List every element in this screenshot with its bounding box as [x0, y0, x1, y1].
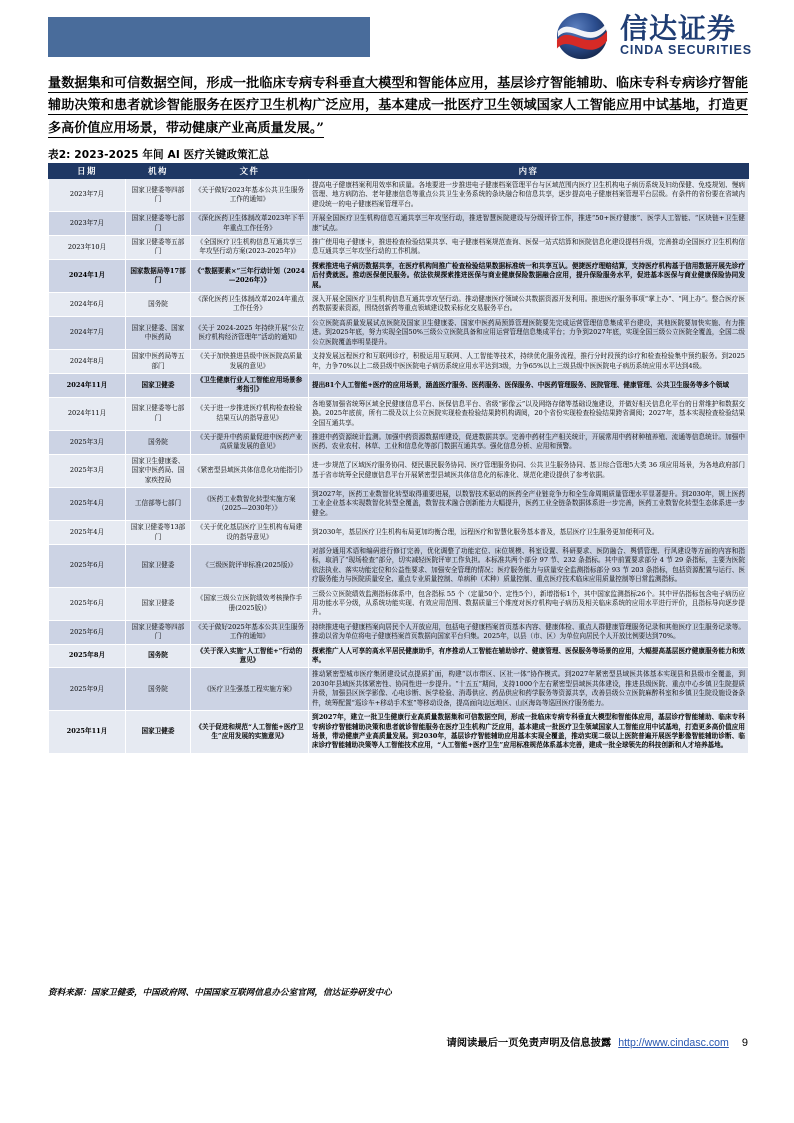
cell-document: 《国家三级公立医院绩效考核操作手册(2025版)》 — [191, 587, 309, 620]
cell-document: 《关于优化基层医疗卫生机构布局建设的指导意见》 — [191, 521, 309, 545]
table-row — [49, 521, 749, 545]
cell-content: 推动紧密型城市医疗集团建设试点提质扩面，构建“以市带区、区社一体”协作模式。到2027年紧密型县域医共体基本实现县和县级市全覆盖，到2030年县域医共体紧密性、协同性进一步提升。“十五五”期间，支持1000个左右紧密型县域医共体建设，推进县级医院、重点中心乡镇卫生院提质升级，加强县区医学影像、心电诊断、医学检验、消毒供应、药品供应和药学服务等资源共享，改善县级公立医院麻醉科室和乡镇卫生院设施设备条件，统筹配置“巡诊车+移动手术室”等移动设备，提高面向边远地区、山区海岛等巡回医疗服务能力。 — [309, 668, 749, 711]
cell-organization: 国家卫健委、国家中医药局 — [126, 316, 191, 349]
table-row — [49, 545, 749, 588]
cell-document: 《关于做好2023年基本公共卫生服务工作的通知》 — [191, 179, 309, 212]
cell-date: 2023年7月 — [49, 212, 126, 236]
footer-website-link[interactable]: http://www.cindasc.com — [618, 1037, 729, 1049]
table-header-row — [49, 164, 749, 179]
cell-organization: 国家卫健委等四部门 — [126, 179, 191, 212]
cell-organization: 国家中医药局等五部门 — [126, 350, 191, 374]
cell-document: 《关于进一步推进医疗机构检查检验结果互认的指导意见》 — [191, 397, 309, 430]
cinda-logo — [553, 10, 752, 62]
cell-content: 提高电子健康档案利用效率和质量。各地要进一步推进电子健康档案管理平台与区域范围内医疗卫生机构电子病历系统及妇幼保健、免疫规划、慢病管理、地方病防治、老年健康信息等重点公共卫生业务系统的条块融合和信息共享，逐步提高电子健康档案管理平台层级。有条件的省份要在省域内建设统一的电子健康档案管理平台。 — [309, 179, 749, 212]
footer-disclaimer: 请阅读最后一页免责声明及信息披露 — [446, 1037, 612, 1049]
table-body — [49, 179, 749, 754]
cell-content: 深入开展全国医疗卫生机构信息互通共享攻坚行动。推动健康医疗领域公共数据资源开发利用。推进医疗服务事项“掌上办”、“网上办”。整合医疗医药数据要素资源，围绕创新药等重点领域建设数采标化交易服务平台。 — [309, 293, 749, 317]
intro-paragraph — [48, 73, 748, 140]
cell-organization: 国家卫健委 — [126, 373, 191, 397]
cell-organization: 国务院 — [126, 668, 191, 711]
page-number: 9 — [741, 1037, 748, 1049]
cell-document: 《医药工业数智化转型实施方案（2025—2030年）》 — [191, 487, 309, 520]
page-header — [0, 0, 794, 72]
column-header-content: 内容 — [309, 164, 749, 179]
table-row — [49, 668, 749, 711]
cell-organization: 国务院 — [126, 644, 191, 668]
cell-content: 推进中药资源统计监测。加强中药资源数据库建设，促进数据共享。完善中药材生产相关统计，开展常用中药材种植养殖、流通等信息统计。加强中医药、农业农村、林草、工业和信息化等部门数据互通共享。强化信息分析、应用和预警。 — [309, 430, 749, 454]
table-row — [49, 454, 749, 487]
logo-text-block — [620, 14, 752, 58]
cell-document: 《“数据要素×”三年行动计划（2024—2026年）》 — [191, 259, 309, 292]
logo-english-name: CINDA SECURITIES — [619, 43, 752, 58]
cell-content: 开展全国医疗卫生机构信息互通共享三年攻坚行动，推进智慧医院建设与分级评价工作，推进“50+医疗健康”、医学人工智能、“区块链+卫生健康”试点。 — [309, 212, 749, 236]
cell-organization: 国家卫生健康委、国家中医药局、国家疾控局 — [126, 454, 191, 487]
cell-content: 支持发展远程医疗和互联网诊疗，积极运用互联网、人工智能等技术，持续优化服务流程，推行分时段预约诊疗和检查检验集中预约服务。到2025年，力争70%以上二级县级中医医院电子病历系统应用水平达到3级，力争65%以上三级县级中医医院电子病历系统应用水平达到4级。 — [309, 350, 749, 374]
page-footer — [0, 1034, 794, 1056]
cell-document: 《关于深入实施“人工智能+”行动的意见》 — [191, 644, 309, 668]
cell-date: 2025年6月 — [49, 587, 126, 620]
cell-document: 《医疗卫生强基工程实施方案》 — [191, 668, 309, 711]
cell-organization: 国家卫健委等五部门 — [126, 236, 191, 260]
table-row — [49, 236, 749, 260]
cell-document: 《关于加快推进县级中医医院高质量发展的意见》 — [191, 350, 309, 374]
table-row — [49, 587, 749, 620]
cell-content: 进一步规范了区域医疗服务协同、便民惠民服务协同、医疗管理服务协同、公共卫生服务协同、基卫综合管理5大类 36 项应用场景，为各地政府部门基于省市统筹全民健康信息平台开展紧密型县域医共体信息化的标准化、规范化建设提供了参考依据。 — [309, 454, 749, 487]
cell-document: 《深化医药卫生体制改革2024年重点工作任务》 — [191, 293, 309, 317]
table-row — [49, 430, 749, 454]
cell-date: 2025年3月 — [49, 454, 126, 487]
cell-content: 推广使用电子健康卡，推进检查检验结果共享、电子健康档案规范查询、医保一站式结算和医院信息化建设提档升级，完善推动全国医疗卫生机构信息互通共享三年攻坚行动的工作机制。 — [309, 236, 749, 260]
table-row — [49, 293, 749, 317]
header-blue-bar — [48, 17, 370, 57]
cell-document: 《关于提升中药质量促进中医药产业高质量发展的意见》 — [191, 430, 309, 454]
cell-date: 2024年7月 — [49, 316, 126, 349]
cell-document: 《关于促进和规范“人工智能+医疗卫生”应用发展的实施意见》 — [191, 711, 309, 754]
cell-organization: 国家卫健委等七部门 — [126, 212, 191, 236]
cell-content: 三级公立医院绩效监测指标体系中，包含指标 55 个（定量50个、定性5个），新增指标1个，其中国家监测指标26个。其中评估指标包含电子病历应用功能水平分级，从系统功能实现、有效应用范围、数据质量三个维度对医疗机构电子病历及相关临床系统的应用水平进行评价，且指标导向逐步提升。 — [309, 587, 749, 620]
column-header-doc: 文件 — [191, 164, 309, 179]
table-caption: 表2: 2023-2025 年间 AI 医疗关键政策汇总 — [48, 149, 270, 161]
cell-date: 2024年11月 — [49, 397, 126, 430]
cell-date: 2025年4月 — [49, 487, 126, 520]
cell-content: 探索推进电子病历数据共享，在医疗机构间推广检查检验结果数据标准统一和共享互认。便捷医疗理赔结算，支持医疗机构基于信用数据开展先诊疗后付费就医。推动医保便民服务。依法依规探索推进医保与商业健康保险数据融合应用，提升保险服务水平，促进基本医保与商业健康保险协同发展。 — [309, 259, 749, 292]
table-row — [49, 179, 749, 212]
cell-date: 2023年10月 — [49, 236, 126, 260]
cell-organization: 国家卫健委等四部门 — [126, 620, 191, 644]
cell-date: 2025年6月 — [49, 620, 126, 644]
cell-date: 2025年4月 — [49, 521, 126, 545]
cell-organization: 国务院 — [126, 293, 191, 317]
cell-content: 持续推进电子健康档案向居民个人开放应用，包括电子健康档案首页基本内容、健康体检、重点人群健康管理服务记录和其他医疗卫生服务记录等。推动以省为单位将电子健康档案首页数据向国家平台归集。2025年，以县（市、区）为单位向居民个人开放比例要达到70%。 — [309, 620, 749, 644]
table-row — [49, 644, 749, 668]
cell-date: 2025年8月 — [49, 644, 126, 668]
table-row — [49, 373, 749, 397]
cell-document: 《三级医院评审标准(2025版)》 — [191, 545, 309, 588]
logo-chinese-name: 信达证券 — [619, 12, 736, 44]
intro-text: 量数据集和可信数据空间，形成一批临床专病专科垂直大模型和智能体应用，基层诊疗智能辅助、临床专科专病诊疗智能辅助决策和患者就诊智能服务在医疗卫生机构广泛应用，基本建成一批医疗卫生领域国家人工智能应用中试基地，打造更多高价值应用场景，带动健康产业高质量发展。” — [48, 76, 748, 136]
cell-date: 2023年7月 — [49, 179, 126, 212]
cell-organization: 国家卫健委 — [126, 587, 191, 620]
table-row — [49, 397, 749, 430]
cell-organization: 国家数据局等17部门 — [126, 259, 191, 292]
cell-date: 2025年6月 — [49, 545, 126, 588]
source-note: 资料来源：国家卫健委，中国政府网、中国国家互联网信息办公室官网，信达证券研发中心 — [48, 988, 392, 998]
cell-date: 2024年8月 — [49, 350, 126, 374]
cell-document: 《全国医疗卫生机构信息互通共享三年攻坚行动方案(2023-2025年)》 — [191, 236, 309, 260]
column-header-org: 机构 — [126, 164, 191, 179]
cell-date: 2025年9月 — [49, 668, 126, 711]
cell-organization: 工信部等七部门 — [126, 487, 191, 520]
table-row — [49, 212, 749, 236]
cell-document: 《关于 2024-2025 年持续开展“公立医疗机构经济管理年”活动的通知》 — [191, 316, 309, 349]
cell-document: 《关于做好2025年基本公共卫生服务工作的通知》 — [191, 620, 309, 644]
cell-date: 2024年6月 — [49, 293, 126, 317]
cell-document: 《紧密型县域医共体信息化功能指引》 — [191, 454, 309, 487]
cell-document: 《深化医药卫生体制改革2023年下半年重点工作任务》 — [191, 212, 309, 236]
cell-date: 2025年11月 — [49, 711, 126, 754]
cinda-logo-mark — [553, 10, 611, 62]
cell-organization: 国家卫健委等七部门 — [126, 397, 191, 430]
cell-organization: 国家卫健委等13部门 — [126, 521, 191, 545]
cell-date: 2024年11月 — [49, 373, 126, 397]
cell-date: 2025年3月 — [49, 430, 126, 454]
cell-content: 对部分通用术语和编码进行修订完善，优化调整了功能定位、床位规模、科室设置、科研要求、医防融合、舆情管理、行风建设等方面的内容和指标，取消了“现场检查”部分，切实减轻医院评审工作负担。本标准共两个部分 97 节、232 条指标。其中前置要求部分 4 节 29 条指标，主要为医院依法执业、落实功能定位和公益性要求、加强安全管理的情况；医疗服务能力与质量安全监测指标部分 93 节 203 条指标，包括资源配置与运行、医疗服务能力与医院质量安全、重点专业质量控制、单病种（术种）质量控制、重点医疗技术临床应用质量控制等日常监测指标。 — [309, 545, 749, 588]
cell-organization: 国务院 — [126, 430, 191, 454]
column-header-date: 日期 — [49, 164, 126, 179]
table-row — [49, 620, 749, 644]
cell-organization: 国家卫健委 — [126, 545, 191, 588]
cell-content: 探索推广人人可享的高水平居民健康助手，有序推动人工智能在辅助诊疗、健康管理、医保服务等场景的应用，大幅提高基层医疗健康服务能力和效率。 — [309, 644, 749, 668]
policy-summary-table — [48, 163, 749, 754]
table-row — [49, 711, 749, 754]
cell-document: 《卫生健康行业人工智能应用场景参考指引》 — [191, 373, 309, 397]
table-row — [49, 350, 749, 374]
table-row — [49, 487, 749, 520]
cell-content: 公立医院高质量发展试点医院及国家卫生健康委、国家中医药局预算管理医院要先完成运营管理信息集成平台建设，其他医院要加快实施、有力推进。到2025年底，努力实现全国50%三级公立医院具备和应用运营管理信息集成平台；力争到2027年底，实现全国三级公立医院全覆盖，全国二级公立医院覆盖率明显提升。 — [309, 316, 749, 349]
cell-content: 提出81个人工智能+医疗的应用场景，涵盖医疗服务、医药服务、医保服务、中医药管理服务、医院管理、健康管理、公共卫生服务等多个领域 — [309, 373, 749, 397]
cell-content: 到2030年，基层医疗卫生机构布局更加均衡合理，远程医疗和智慧化服务基本普及，基层医疗卫生服务更加便利可及。 — [309, 521, 749, 545]
cell-content: 到2027年，医药工业数智化转型取得重要进展，以数智技术驱动的医药全产业链竞争力和全生命周期质量管理水平显著提升。到2030年，规上医药工业企业基本实现数智化转型全覆盖，数智技术融合创新能力大幅提升，医药工业全链条数据体系进一步完善，医药工业数智化转型生态体系进一步健全。 — [309, 487, 749, 520]
cell-organization: 国家卫健委 — [126, 711, 191, 754]
table-row — [49, 259, 749, 292]
cell-content: 到2027年，建立一批卫生健康行业高质量数据集和可信数据空间，形成一批临床专病专科垂直大模型和智能体应用，基层诊疗智能辅助、临床专科专病诊疗智能辅助决策和患者就诊智能服务在医疗卫生机构广泛应用，基本建成一批医疗卫生领域国家人工智能应用中试基地，打造更多高价值应用场景，带动健康产业高质量发展。到2030年，基层诊疗智能辅助应用基本实现全覆盖，推动实现二级以上医院普遍开展医学影像智能辅助诊断、临床诊疗智能辅助决策等人工智能技术应用，“人工智能+医疗卫生”应用标准规范体系基本完善，建成一批全球领先的科技创新和人才培养基地。 — [309, 711, 749, 754]
table-row — [49, 316, 749, 349]
cell-content: 各地要加强省统筹区域全民健康信息平台、医保信息平台、省级“影像云”以及网络存储等基础设施建设，并做好相关信息化平台的日常维护和数据交换。2025年底前，所有二级及以上公立医院实现检查检验结果跨机构调阅，20个省份实现检查检验结果跨省调阅；2027年，基本实现检查检验结果全国互通共享。 — [309, 397, 749, 430]
cell-date: 2024年1月 — [49, 259, 126, 292]
footer-inner — [446, 1034, 748, 1049]
